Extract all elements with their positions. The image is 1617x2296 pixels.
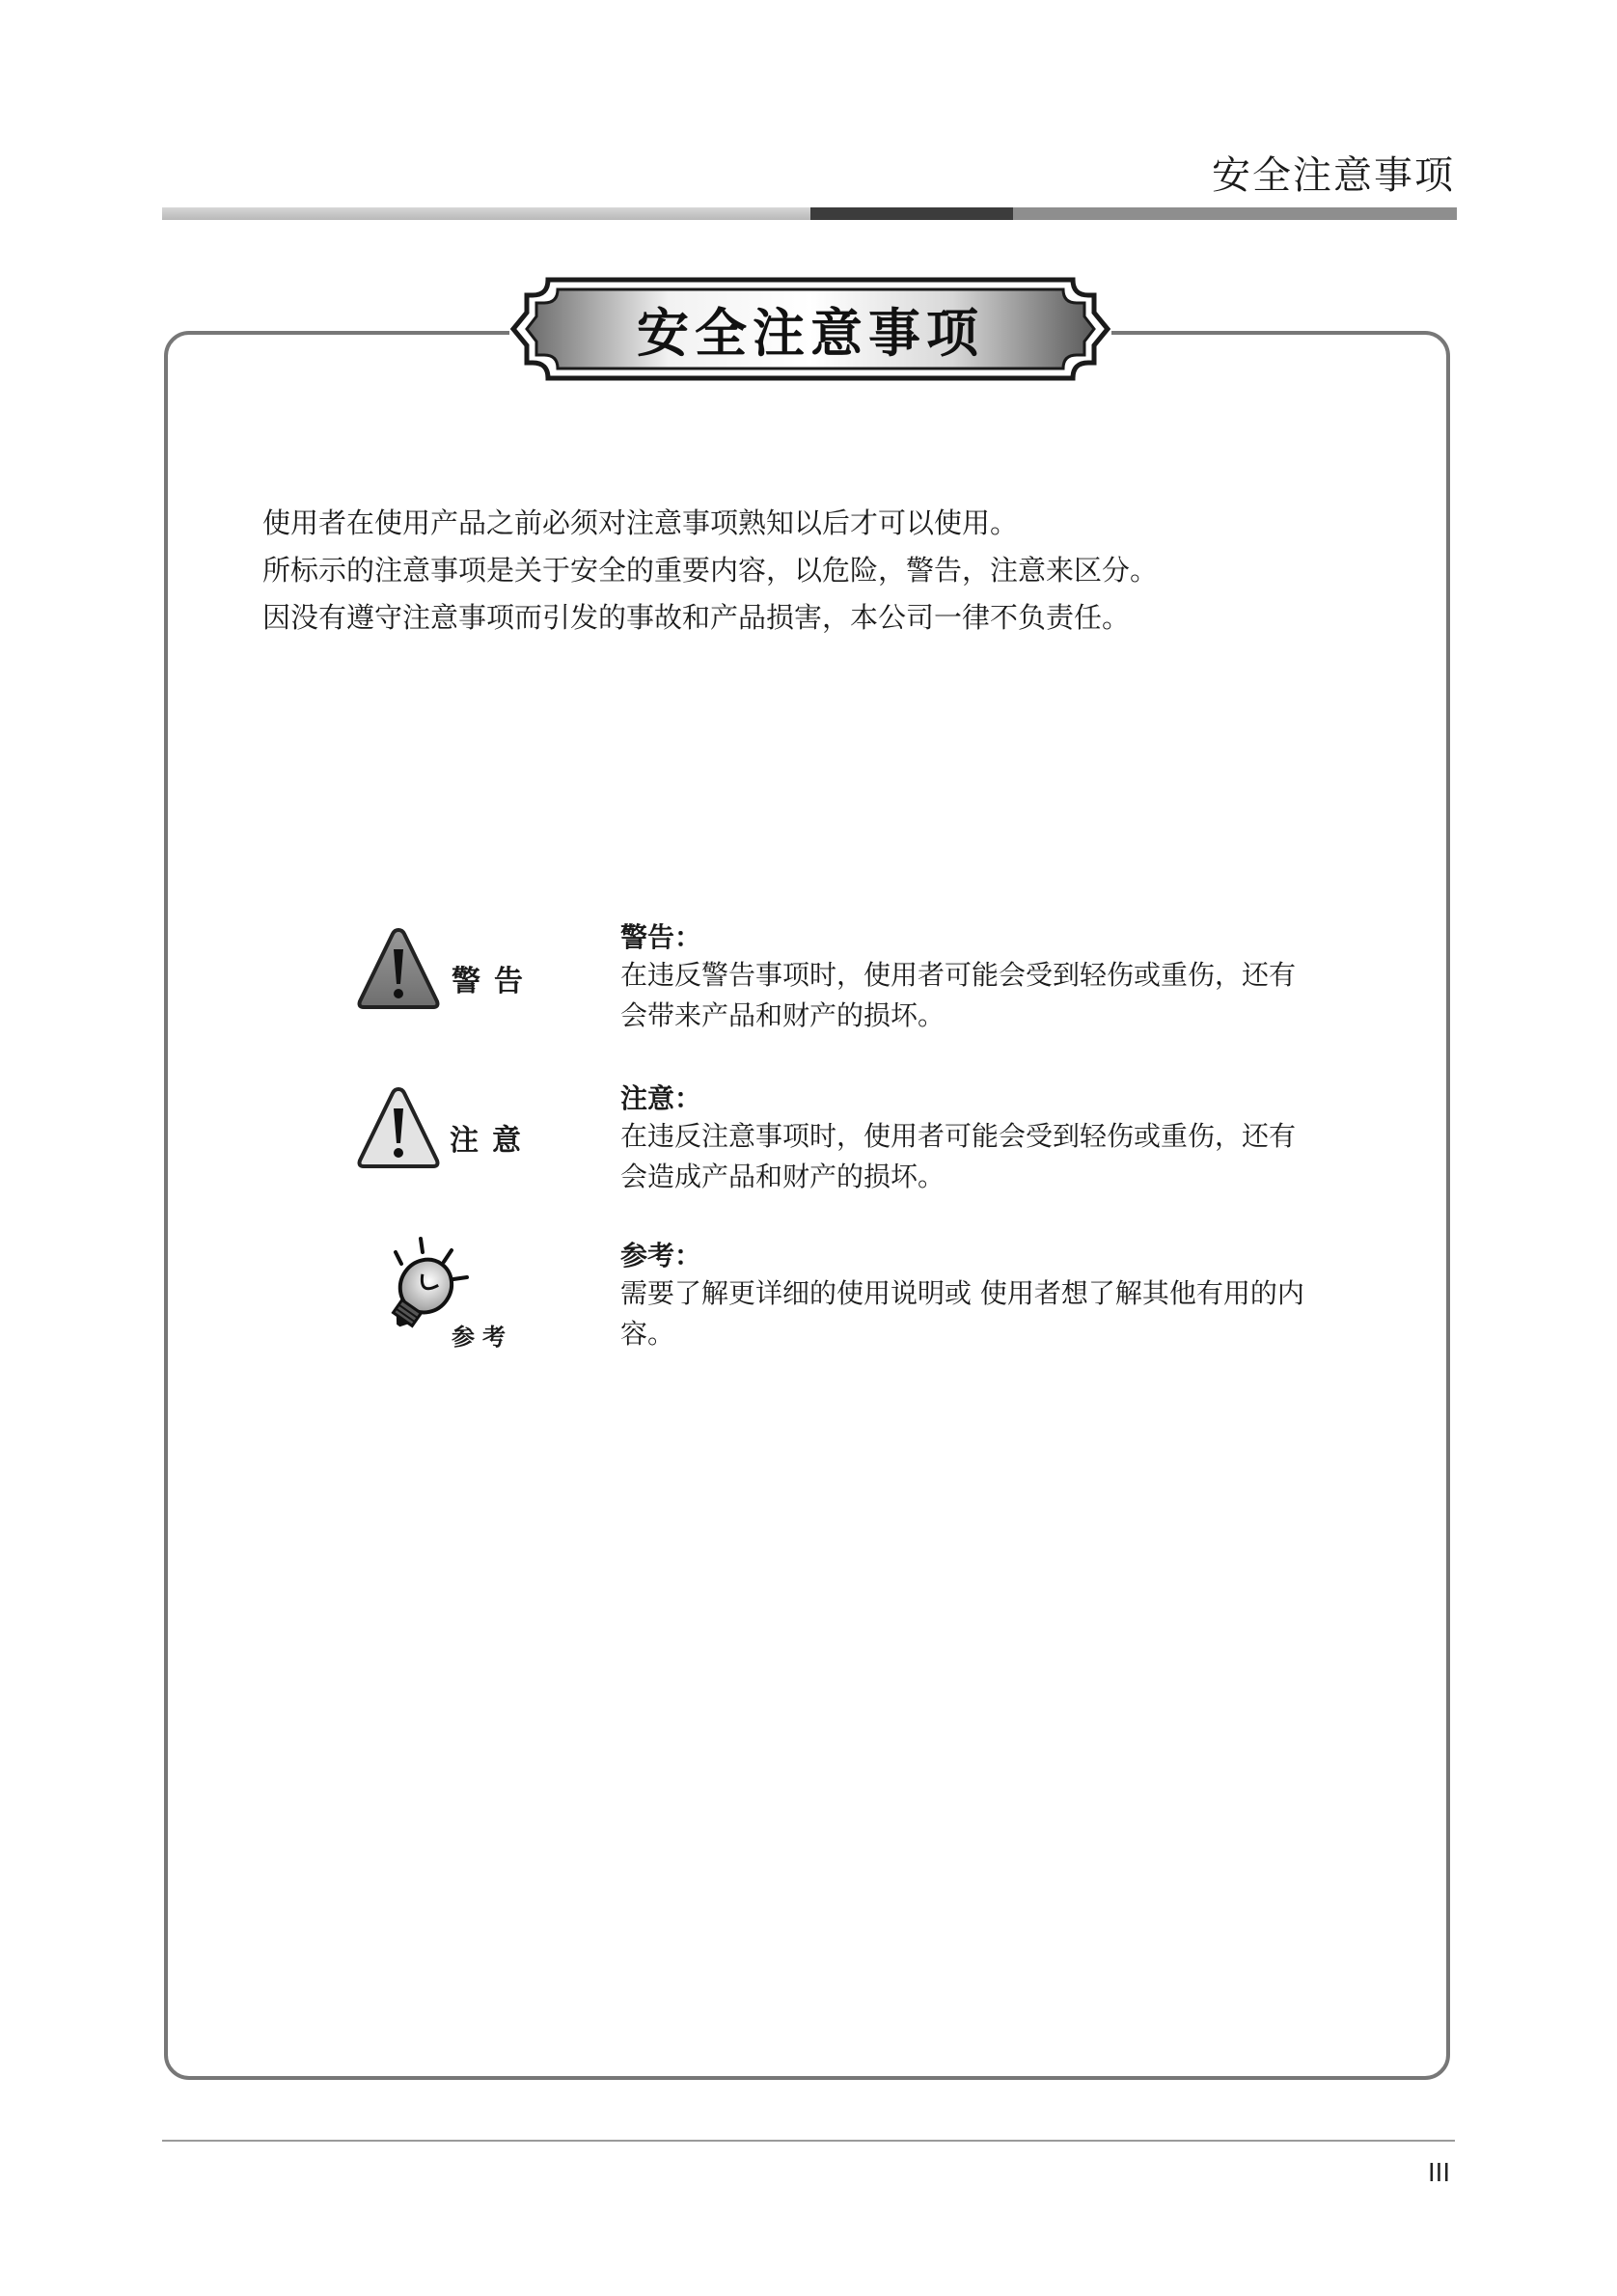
page-number: III (1428, 2159, 1451, 2188)
intro-line: 使用者在使用产品之前必须对注意事项熟知以后才可以使用。 (262, 506, 1019, 539)
notice-icon-label: 注意 (450, 1124, 534, 1158)
intro-line: 所标示的注意事项是关于安全的重要内容，以危险，警告，注意来区分。 (262, 554, 1159, 587)
intro-line: 因没有遵守注意事项而引发的事故和产品损害，本公司一律不负责任。 (262, 601, 1131, 634)
header-rule-mid (1013, 207, 1457, 220)
notice-icon-label: 参考 (452, 1324, 513, 1351)
notice-body: 在违反注意事项时，使用者可能会受到轻伤或重伤，还有会造成产品和财产的损坏。 (620, 1120, 1297, 1192)
notice-title: 参考： (620, 1240, 702, 1271)
banner-title: 安全注意事项 (637, 302, 984, 364)
caution-triangle-icon (357, 1085, 440, 1172)
header-rule-dark (810, 207, 1013, 220)
title-banner (509, 276, 1111, 382)
footer-rule (162, 2140, 1455, 2142)
notice-title: 注意： (620, 1082, 702, 1114)
header-rule (162, 207, 1457, 220)
warning-triangle-icon (357, 926, 440, 1013)
notice-icon-label: 警告 (452, 965, 536, 998)
header-title: 安全注意事项 (1212, 153, 1455, 198)
header-rule-light (162, 207, 810, 220)
notice-body: 需要了解更详细的使用说明或 使用者想了解其他有用的内容。 (620, 1277, 1304, 1350)
notice-body: 在违反警告事项时，使用者可能会受到轻伤或重伤，还有会带来产品和财产的损坏。 (620, 959, 1297, 1031)
notice-title: 警告： (620, 921, 702, 953)
intro-text (262, 500, 1158, 642)
